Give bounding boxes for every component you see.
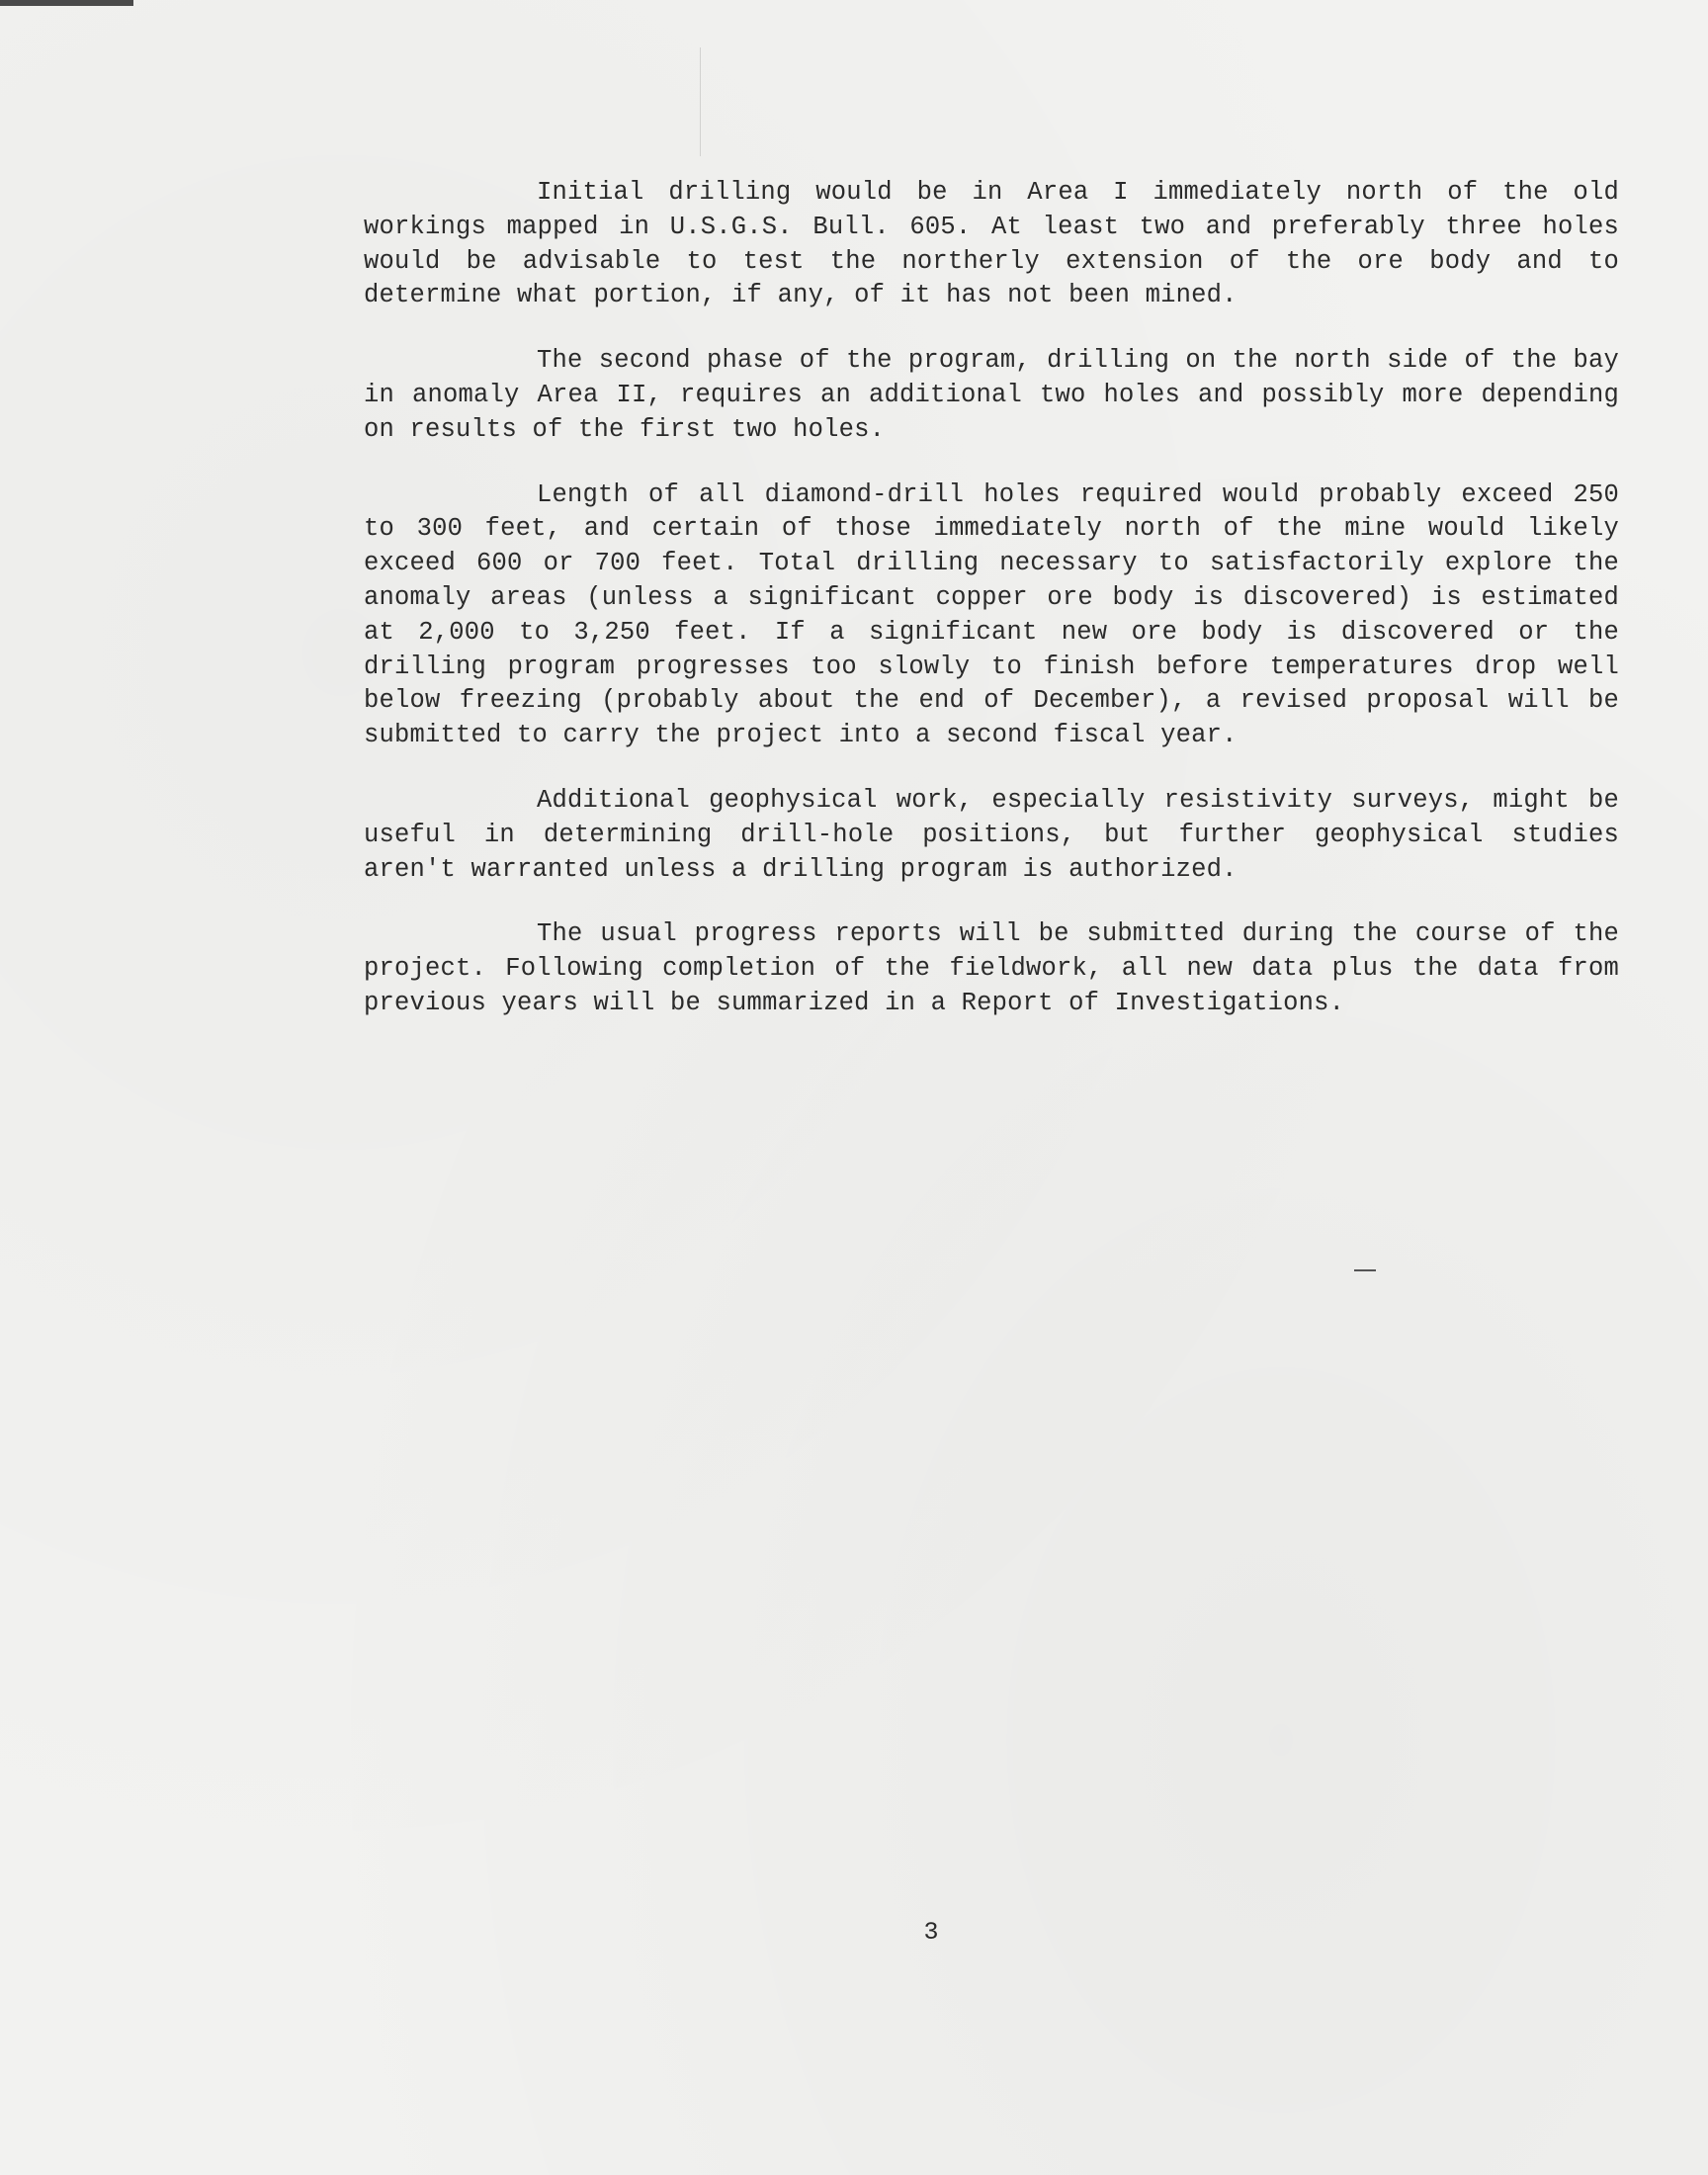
paragraph-geophysical-work: Additional geophysical work, especially resistivity surveys, might be useful in determining drill-hole positions, but further geophysical studies aren't warranted unless a drilling program is authorized. [364, 785, 1619, 884]
stray-mark [1354, 1269, 1376, 1271]
paragraph-progress-reports: The usual progress reports will be submitted during the course of the project. Following completion of the fieldwork, all new data plus the data from previous years will be summarized in a Report of Investigations. [364, 919, 1619, 1017]
scan-edge-mark [0, 0, 133, 6]
document-body [364, 176, 1619, 1052]
fold-line [700, 47, 701, 156]
paragraph-initial-drilling: Initial drilling would be in Area I immediately north of the old workings mapped in U.S.G.S. Bull. 605. At least two and preferably three holes would be advisable to test the northerly extension of the ore body and to determine what portion, if any, of it has not been mined. [364, 178, 1619, 310]
paragraph-second-phase: The second phase of the program, drilling on the north side of the bay in anomaly Area II, requires an additional two holes and possibly more depending on results of the first two holes. [364, 346, 1619, 444]
paragraph-drill-length: Length of all diamond-drill holes required would probably exceed 250 to 300 feet, and certain of those immediately north of the mine would likely exceed 600 or 700 feet. Total drilling necessary to satisfactorily explore the anomaly areas (unless a significant copper ore body is discovered) is estimated at 2,000 to 3,250 feet. If a significant new ore body is discovered or the drilling program progresses too slowly to finish before temperatures drop well below freezing (probably about the end of December), a revised proposal will be submitted to carry the project into a second fiscal year. [364, 479, 1619, 750]
page-number: 3 [923, 1918, 939, 1947]
